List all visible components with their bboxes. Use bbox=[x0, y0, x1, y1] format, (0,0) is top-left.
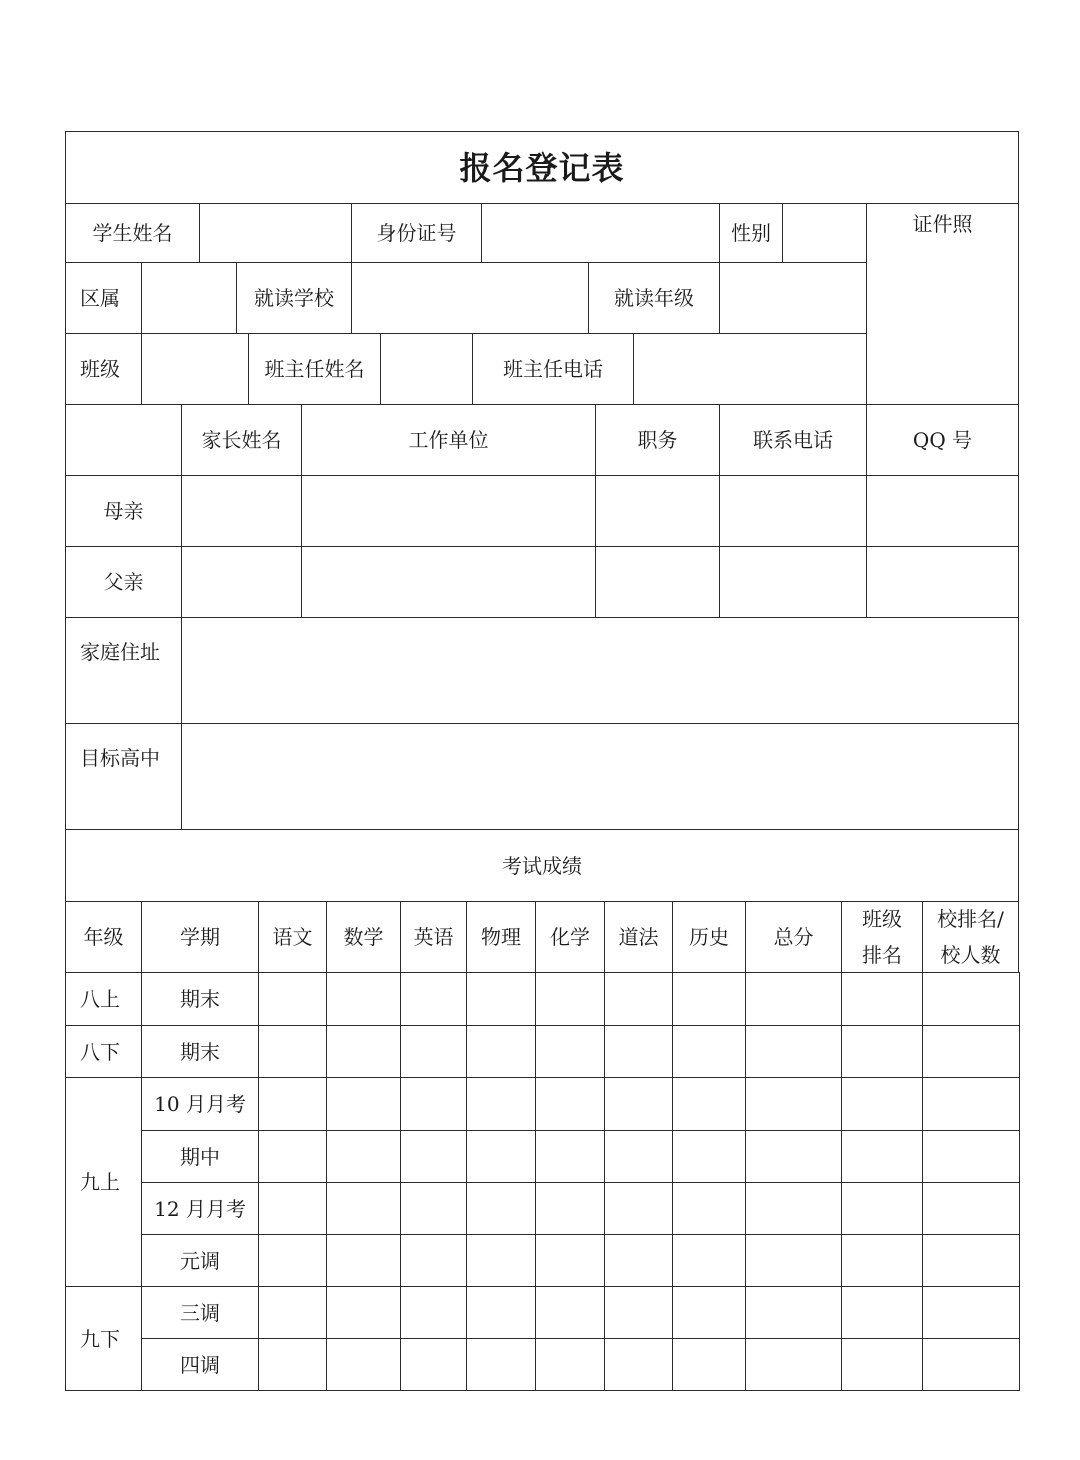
score-cell-physics[interactable] bbox=[466, 1234, 536, 1287]
score-cell-chinese[interactable] bbox=[258, 972, 327, 1026]
score-cell-physics[interactable] bbox=[466, 972, 536, 1026]
score-cell-morality[interactable] bbox=[604, 1234, 673, 1287]
term-label: 三调 bbox=[141, 1286, 259, 1339]
term-header: 学期 bbox=[141, 901, 259, 973]
score-cell-total[interactable] bbox=[745, 1077, 842, 1131]
grade-label-8a: 八上 bbox=[65, 972, 142, 1026]
score-cell-chinese[interactable] bbox=[258, 1286, 327, 1339]
student-name-label: 学生姓名 bbox=[65, 203, 200, 263]
photo-box[interactable] bbox=[866, 203, 1019, 405]
score-cell-chinese[interactable] bbox=[258, 1182, 327, 1235]
score-cell-history[interactable] bbox=[672, 1130, 746, 1183]
school-rank-header-line1: 校排名/ bbox=[937, 907, 1004, 931]
score-cell-total[interactable] bbox=[745, 1286, 842, 1339]
score-cell-total[interactable] bbox=[745, 1130, 842, 1183]
score-cell-history[interactable] bbox=[672, 1182, 746, 1235]
score-cell-chemistry[interactable] bbox=[535, 1130, 605, 1183]
class-rank-header-line2: 排名 bbox=[862, 943, 902, 967]
subject-header-morality: 道法 bbox=[604, 901, 673, 973]
score-cell-chemistry[interactable] bbox=[535, 1025, 605, 1078]
score-cell-class-rank[interactable] bbox=[841, 1077, 923, 1131]
teacher-name-label: 班主任姓名 bbox=[248, 333, 381, 405]
parents-corner-cell bbox=[65, 404, 182, 476]
score-cell-math[interactable] bbox=[326, 1286, 401, 1339]
score-cell-english[interactable] bbox=[400, 1077, 467, 1131]
score-cell-physics[interactable] bbox=[466, 1077, 536, 1131]
father-qq-field[interactable] bbox=[866, 546, 1019, 618]
subject-header-history: 历史 bbox=[672, 901, 746, 973]
score-cell-chinese[interactable] bbox=[258, 1130, 327, 1183]
score-cell-math[interactable] bbox=[326, 1338, 401, 1391]
score-cell-class-rank[interactable] bbox=[841, 1130, 923, 1183]
gender-label: 性别 bbox=[719, 203, 783, 263]
scores-section-title: 考试成绩 bbox=[65, 829, 1019, 902]
term-label: 元调 bbox=[141, 1234, 259, 1287]
term-label: 四调 bbox=[141, 1338, 259, 1391]
score-cell-math[interactable] bbox=[326, 1077, 401, 1131]
score-cell-history[interactable] bbox=[672, 1025, 746, 1078]
work-unit-header: 工作单位 bbox=[301, 404, 596, 476]
qq-header: QQ 号 bbox=[866, 404, 1019, 476]
score-cell-morality[interactable] bbox=[604, 1182, 673, 1235]
subject-header-chinese: 语文 bbox=[258, 901, 327, 973]
class-label: 班级 bbox=[65, 333, 142, 405]
grade-header: 年级 bbox=[65, 901, 142, 973]
grade-label-8b: 八下 bbox=[65, 1025, 142, 1078]
class-rank-header bbox=[841, 901, 923, 973]
score-cell-morality[interactable] bbox=[604, 1338, 673, 1391]
target-school-label: 目标高中 bbox=[65, 723, 182, 830]
term-label: 期末 bbox=[141, 1025, 259, 1078]
id-number-label: 身份证号 bbox=[351, 203, 482, 263]
term-label: 期中 bbox=[141, 1130, 259, 1183]
score-cell-class-rank[interactable] bbox=[841, 972, 923, 1026]
teacher-phone-label: 班主任电话 bbox=[472, 333, 634, 405]
grade-label: 就读年级 bbox=[588, 262, 720, 334]
mother-work-unit-field[interactable] bbox=[301, 475, 596, 547]
score-cell-school-rank[interactable] bbox=[922, 1130, 1020, 1183]
contact-phone-header: 联系电话 bbox=[719, 404, 867, 476]
score-cell-history[interactable] bbox=[672, 1234, 746, 1287]
score-cell-total[interactable] bbox=[745, 1234, 842, 1287]
score-cell-english[interactable] bbox=[400, 1130, 467, 1183]
mother-phone-field[interactable] bbox=[719, 475, 867, 547]
score-cell-chinese[interactable] bbox=[258, 1077, 327, 1131]
teacher-phone-field[interactable] bbox=[633, 333, 867, 405]
score-cell-english[interactable] bbox=[400, 1025, 467, 1078]
grade-field[interactable] bbox=[719, 262, 867, 334]
score-cell-math[interactable] bbox=[326, 972, 401, 1026]
score-cell-class-rank[interactable] bbox=[841, 1338, 923, 1391]
gender-field[interactable] bbox=[782, 203, 867, 263]
score-cell-morality[interactable] bbox=[604, 1130, 673, 1183]
score-cell-physics[interactable] bbox=[466, 1338, 536, 1391]
score-cell-math[interactable] bbox=[326, 1025, 401, 1078]
position-header: 职务 bbox=[595, 404, 720, 476]
teacher-name-field[interactable] bbox=[380, 333, 473, 405]
score-cell-school-rank[interactable] bbox=[922, 1286, 1020, 1339]
father-label: 父亲 bbox=[65, 546, 182, 618]
grade-label-9b: 九下 bbox=[65, 1286, 142, 1391]
score-cell-english[interactable] bbox=[400, 1182, 467, 1235]
score-cell-morality[interactable] bbox=[604, 1286, 673, 1339]
parent-name-header: 家长姓名 bbox=[181, 404, 302, 476]
target-school-field[interactable] bbox=[181, 723, 1019, 830]
score-cell-physics[interactable] bbox=[466, 1182, 536, 1235]
school-rank-header-line2: 校人数 bbox=[940, 943, 1001, 967]
score-cell-math[interactable] bbox=[326, 1182, 401, 1235]
mother-name-field[interactable] bbox=[181, 475, 302, 547]
score-cell-math[interactable] bbox=[326, 1234, 401, 1287]
score-cell-school-rank[interactable] bbox=[922, 1025, 1020, 1078]
score-cell-chemistry[interactable] bbox=[535, 1077, 605, 1131]
school-rank-header bbox=[922, 901, 1019, 973]
score-cell-chemistry[interactable] bbox=[535, 972, 605, 1026]
subject-header-physics: 物理 bbox=[466, 901, 536, 973]
district-label: 区属 bbox=[65, 262, 142, 334]
class-rank-header-line1: 班级 bbox=[862, 907, 902, 931]
score-cell-total[interactable] bbox=[745, 972, 842, 1026]
term-label: 12 月月考 bbox=[141, 1182, 259, 1235]
grade-label-9a: 九上 bbox=[65, 1077, 142, 1287]
score-cell-chemistry[interactable] bbox=[535, 1338, 605, 1391]
school-field[interactable] bbox=[351, 262, 589, 334]
class-field[interactable] bbox=[141, 333, 249, 405]
term-label: 10 月月考 bbox=[141, 1077, 259, 1131]
score-cell-history[interactable] bbox=[672, 1286, 746, 1339]
form-title: 报名登记表 bbox=[65, 131, 1019, 204]
score-cell-class-rank[interactable] bbox=[841, 1286, 923, 1339]
subject-header-math: 数学 bbox=[326, 901, 401, 973]
score-cell-chinese[interactable] bbox=[258, 1338, 327, 1391]
father-phone-field[interactable] bbox=[719, 546, 867, 618]
score-cell-physics[interactable] bbox=[466, 1130, 536, 1183]
score-cell-history[interactable] bbox=[672, 1338, 746, 1391]
subject-header-chemistry: 化学 bbox=[535, 901, 605, 973]
score-cell-morality[interactable] bbox=[604, 972, 673, 1026]
district-field[interactable] bbox=[141, 262, 237, 334]
school-label: 就读学校 bbox=[236, 262, 352, 334]
score-cell-morality[interactable] bbox=[604, 1077, 673, 1131]
score-cell-english[interactable] bbox=[400, 1234, 467, 1287]
address-field[interactable] bbox=[181, 617, 1019, 724]
score-cell-class-rank[interactable] bbox=[841, 1234, 923, 1287]
score-cell-math[interactable] bbox=[326, 1130, 401, 1183]
score-cell-chemistry[interactable] bbox=[535, 1234, 605, 1287]
father-position-field[interactable] bbox=[595, 546, 720, 618]
score-cell-school-rank[interactable] bbox=[922, 972, 1020, 1026]
mother-label: 母亲 bbox=[65, 475, 182, 547]
father-work-unit-field[interactable] bbox=[301, 546, 596, 618]
score-cell-physics[interactable] bbox=[466, 1286, 536, 1339]
score-cell-class-rank[interactable] bbox=[841, 1025, 923, 1078]
score-cell-class-rank[interactable] bbox=[841, 1182, 923, 1235]
score-cell-total[interactable] bbox=[745, 1338, 842, 1391]
score-cell-history[interactable] bbox=[672, 972, 746, 1026]
score-cell-total[interactable] bbox=[745, 1025, 842, 1078]
score-cell-chemistry[interactable] bbox=[535, 1182, 605, 1235]
score-cell-physics[interactable] bbox=[466, 1025, 536, 1078]
id-number-field[interactable] bbox=[481, 203, 720, 263]
score-cell-chinese[interactable] bbox=[258, 1234, 327, 1287]
mother-qq-field[interactable] bbox=[866, 475, 1019, 547]
score-cell-school-rank[interactable] bbox=[922, 1077, 1020, 1131]
score-cell-chemistry[interactable] bbox=[535, 1286, 605, 1339]
subject-header-english: 英语 bbox=[400, 901, 467, 973]
photo-label: 证件照 bbox=[912, 212, 973, 236]
score-cell-morality[interactable] bbox=[604, 1025, 673, 1078]
score-cell-school-rank[interactable] bbox=[922, 1234, 1020, 1287]
score-cell-history[interactable] bbox=[672, 1077, 746, 1131]
score-cell-english[interactable] bbox=[400, 972, 467, 1026]
score-cell-total[interactable] bbox=[745, 1182, 842, 1235]
score-cell-english[interactable] bbox=[400, 1286, 467, 1339]
mother-position-field[interactable] bbox=[595, 475, 720, 547]
subject-header-total: 总分 bbox=[745, 901, 842, 973]
father-name-field[interactable] bbox=[181, 546, 302, 618]
term-label: 期末 bbox=[141, 972, 259, 1026]
score-cell-school-rank[interactable] bbox=[922, 1338, 1020, 1391]
score-cell-school-rank[interactable] bbox=[922, 1182, 1020, 1235]
student-name-field[interactable] bbox=[199, 203, 352, 263]
score-cell-chinese[interactable] bbox=[258, 1025, 327, 1078]
address-label: 家庭住址 bbox=[65, 617, 182, 724]
score-cell-english[interactable] bbox=[400, 1338, 467, 1391]
